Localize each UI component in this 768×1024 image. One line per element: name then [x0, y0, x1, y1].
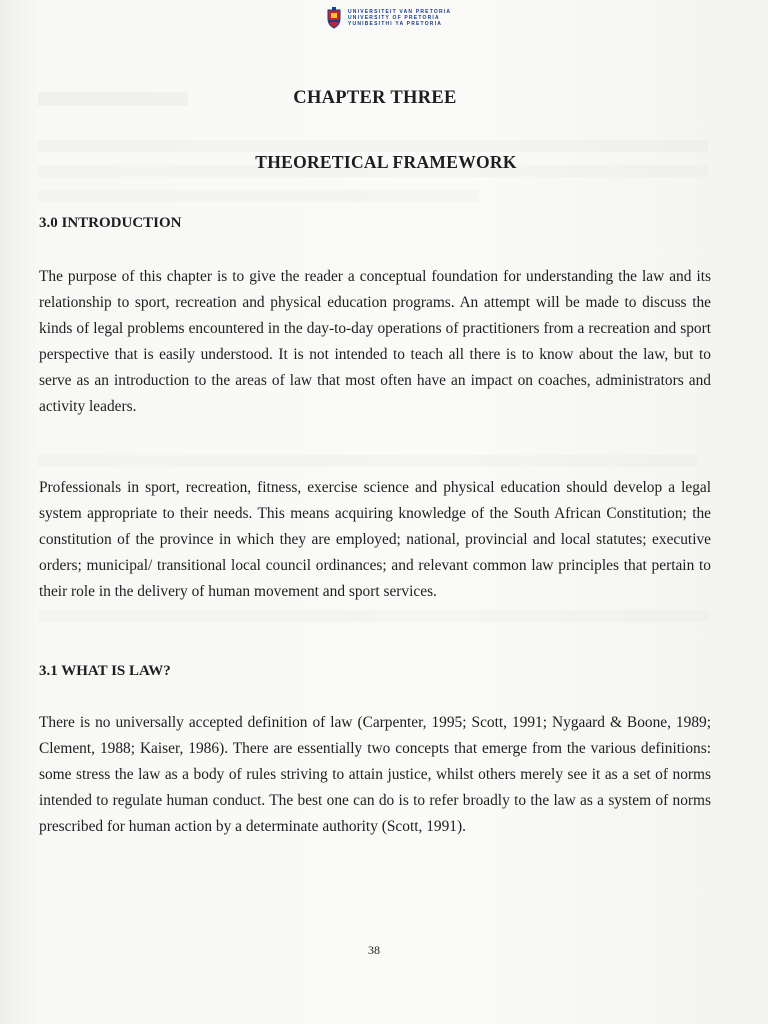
paragraph: Professionals in sport, recreation, fitness, exercise science and physical education should develop a legal system appropriate to their needs. This means acquiring knowledge of the South African Constitution; the constitution of the province in which they are employed; national, provincial and local statutes; executive orders; municipal/ transitional local council ordinances; and relevant common law principles that pertain to their role in the delivery of human movement and sport services.: [39, 479, 711, 600]
university-logo: [326, 7, 451, 29]
university-crest-icon: [326, 7, 342, 29]
bleed-through-shadow: [38, 610, 708, 622]
logo-line: UNIVERSITY OF PRETORIA: [348, 15, 440, 21]
paragraph: The purpose of this chapter is to give the reader a conceptual foundation for understanding the law and its relationship to sport, recreation and physical education programs. An attempt will be made to discuss the kinds of legal problems encountered in the day-to-day operations of practitioners from a recreation and sport perspective that is easily understood. It is not intended to teach all there is to know about the law, but to serve as an introduction to the areas of law that most often have an impact on coaches, administrators and activity leaders.: [39, 268, 711, 415]
logo-line: YUNIBESITHI YA PRETORIA: [348, 21, 443, 27]
bleed-through-shadow: [38, 455, 698, 467]
chapter-title: CHAPTER THREE: [293, 88, 457, 108]
university-name-lettering: [348, 9, 451, 27]
section-heading-what-is-law: 3.1 WHAT IS LAW?: [39, 663, 171, 679]
bleed-through-shadow: [38, 140, 708, 152]
logo-line: UNIVERSITEIT VAN PRETORIA: [348, 9, 452, 15]
section-title: THEORETICAL FRAMEWORK: [255, 152, 517, 172]
bleed-through-shadow: [38, 190, 478, 202]
section-heading-introduction: 3.0 INTRODUCTION: [39, 215, 182, 231]
page-number: 38: [368, 943, 380, 957]
paragraph: There is no universally accepted definition of law (Carpenter, 1995; Scott, 1991; Nygaard & Boone, 1989; Clement, 1988; Kaiser, 1986). There are essentially two concepts that emerge from the various definitions: some stress the law as a body of rules striving to attain justice, whilst others merely see it as a set of norms intended to regulate human conduct. The best one can do is to refer broadly to the law as a system of norms prescribed for human action by a determinate authority (Scott, 1991).: [39, 714, 711, 835]
